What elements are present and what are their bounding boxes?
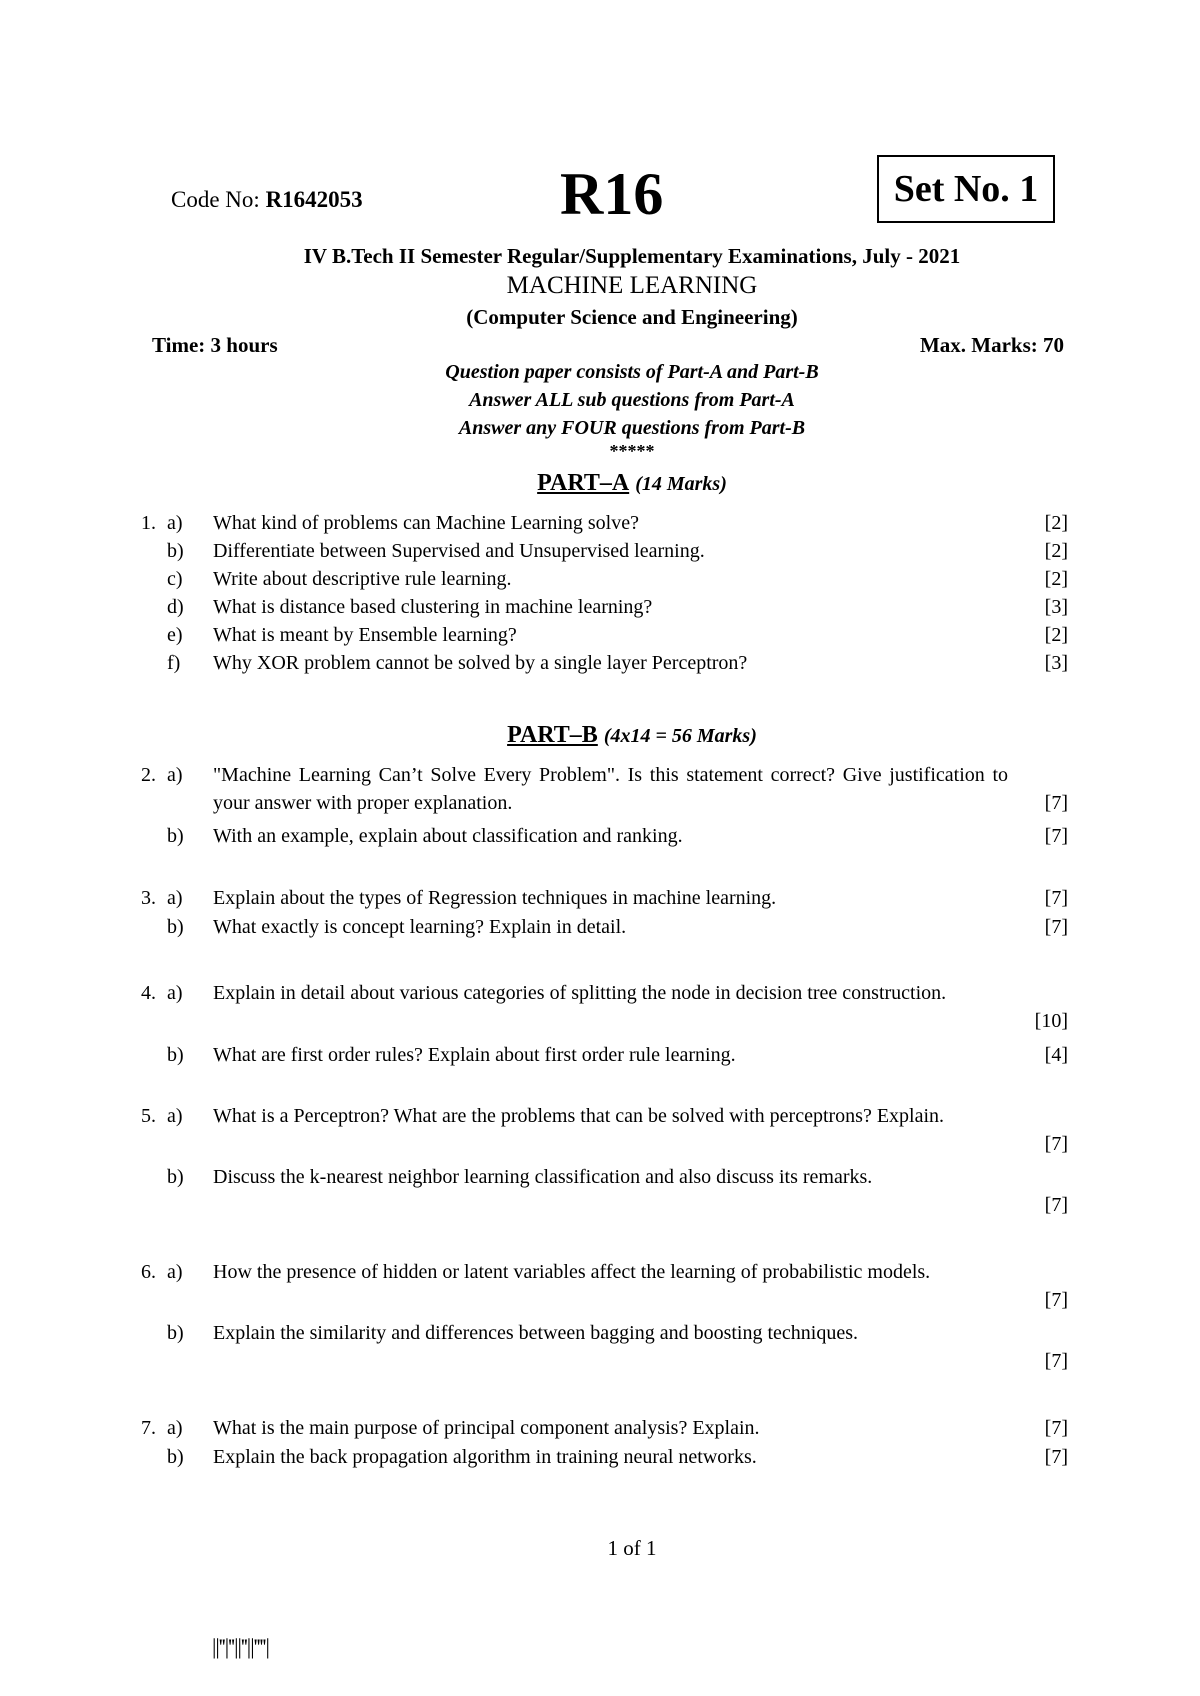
sub-label: d) [167,596,184,618]
question-number: 6. [141,1261,156,1283]
question-marks: [7] [1044,1133,1068,1155]
question-text: What exactly is concept learning? Explain in detail. [213,916,627,938]
question-marks: [10] [1034,1010,1068,1032]
question-marks: [7] [1044,1289,1068,1311]
question-number: 7. [141,1417,156,1439]
question-text: How the presence of hidden or latent variables affect the learning of probabilistic models. [213,1261,931,1283]
sub-label: a) [167,764,183,786]
sub-label: b) [167,1446,184,1468]
question-marks: [7] [1044,1194,1068,1216]
question-text: What is a Perceptron? What are the problems that can be solved with perceptrons? Explain. [213,1105,945,1127]
question-marks: [3] [1044,652,1068,674]
question-text: What are first order rules? Explain about first order rule learning. [213,1044,736,1066]
question-text: What is the main purpose of principal component analysis? Explain. [213,1417,760,1439]
separator: ***** [609,441,655,461]
sub-label: b) [167,916,184,938]
part-b-heading [0,722,1200,749]
sub-label: a) [167,887,183,909]
set-number-box: Set No. 1 [877,155,1055,223]
barcode: ||''|''||''||''''| [212,1634,269,1659]
sub-label: b) [167,1322,184,1344]
max-marks: Max. Marks: 70 [919,333,1064,357]
question-text: What is meant by Ensemble learning? [213,624,517,646]
department: (Computer Science and Engineering) [466,305,798,329]
question-text: Explain in detail about various categories of splitting the node in decision tree construction. [213,982,947,1004]
instruction-3: Answer any FOUR questions from Part-B [458,417,806,439]
question-text: Write about descriptive rule learning. [213,568,512,590]
question-text: Explain about the types of Regression techniques in machine learning. [213,887,777,909]
question-marks: [3] [1044,596,1068,618]
part-b-title: PART–B [507,722,598,748]
question-marks: [7] [1044,916,1068,938]
part-a-marks: (14 Marks) [635,473,727,495]
subject-title: MACHINE LEARNING [506,272,758,299]
code-value: R1642053 [265,187,363,212]
question-marks: [2] [1044,568,1068,590]
instruction-2: Answer ALL sub questions from Part-A [469,389,795,411]
question-text: With an example, explain about classification and ranking. [213,825,683,847]
sub-label: a) [167,1105,183,1127]
question-text: Why XOR problem cannot be solved by a single layer Perceptron? [213,652,748,674]
question-marks: [7] [1044,1350,1068,1372]
sub-label: b) [167,1166,184,1188]
question-text: Discuss the k-nearest neighbor learning classification and also discuss its remarks. [213,1166,873,1188]
part-a-heading [0,470,1200,497]
question-number: 3. [141,887,156,909]
sub-label: b) [167,825,184,847]
sub-label: a) [167,982,183,1004]
code-label: Code No: [171,187,266,212]
question-marks: [2] [1044,512,1068,534]
question-number: 1. [141,512,156,534]
part-b-marks: (4x14 = 56 Marks) [603,725,757,747]
question-text: What kind of problems can Machine Learning solve? [213,512,639,534]
sub-label: a) [167,1417,183,1439]
instruction-1: Question paper consists of Part-A and Part-B [445,361,819,383]
question-marks: [7] [1044,1446,1068,1468]
question-marks: [7] [1044,792,1068,814]
sub-label: b) [167,1044,184,1066]
question-number: 5. [141,1105,156,1127]
sub-label: c) [167,568,183,590]
question-text: What is distance based clustering in machine learning? [213,596,653,618]
question-text: Differentiate between Supervised and Unsupervised learning. [213,540,705,562]
sub-label: f) [167,652,181,674]
question-marks: [7] [1044,887,1068,909]
question-text: Explain the back propagation algorithm in training neural networks. [213,1446,757,1468]
question-text: "Machine Learning Can’t Solve Every Problem". Is this statement correct? Give justification to your answer with proper explanation. [213,764,1008,814]
part-a-title: PART–A [537,470,630,496]
question-number: 4. [141,982,156,1004]
code-number [171,187,363,213]
question-marks: [2] [1044,540,1068,562]
sub-label: b) [167,540,184,562]
time-allowed: Time: 3 hours [152,333,278,357]
sub-label: a) [167,512,183,534]
exam-title: IV B.Tech II Semester Regular/Supplementary Examinations, July - 2021 [303,244,961,268]
question-marks: [4] [1044,1044,1068,1066]
question-marks: [7] [1044,1417,1068,1439]
question-marks: [7] [1044,825,1068,847]
question-number: 2. [141,764,156,786]
sub-label: e) [167,624,183,646]
question-text: Explain the similarity and differences between bagging and boosting techniques. [213,1322,859,1344]
regulation-label: R16 [560,161,664,227]
page-number: 1 of 1 [607,1536,657,1560]
question-marks: [2] [1044,624,1068,646]
sub-label: a) [167,1261,183,1283]
